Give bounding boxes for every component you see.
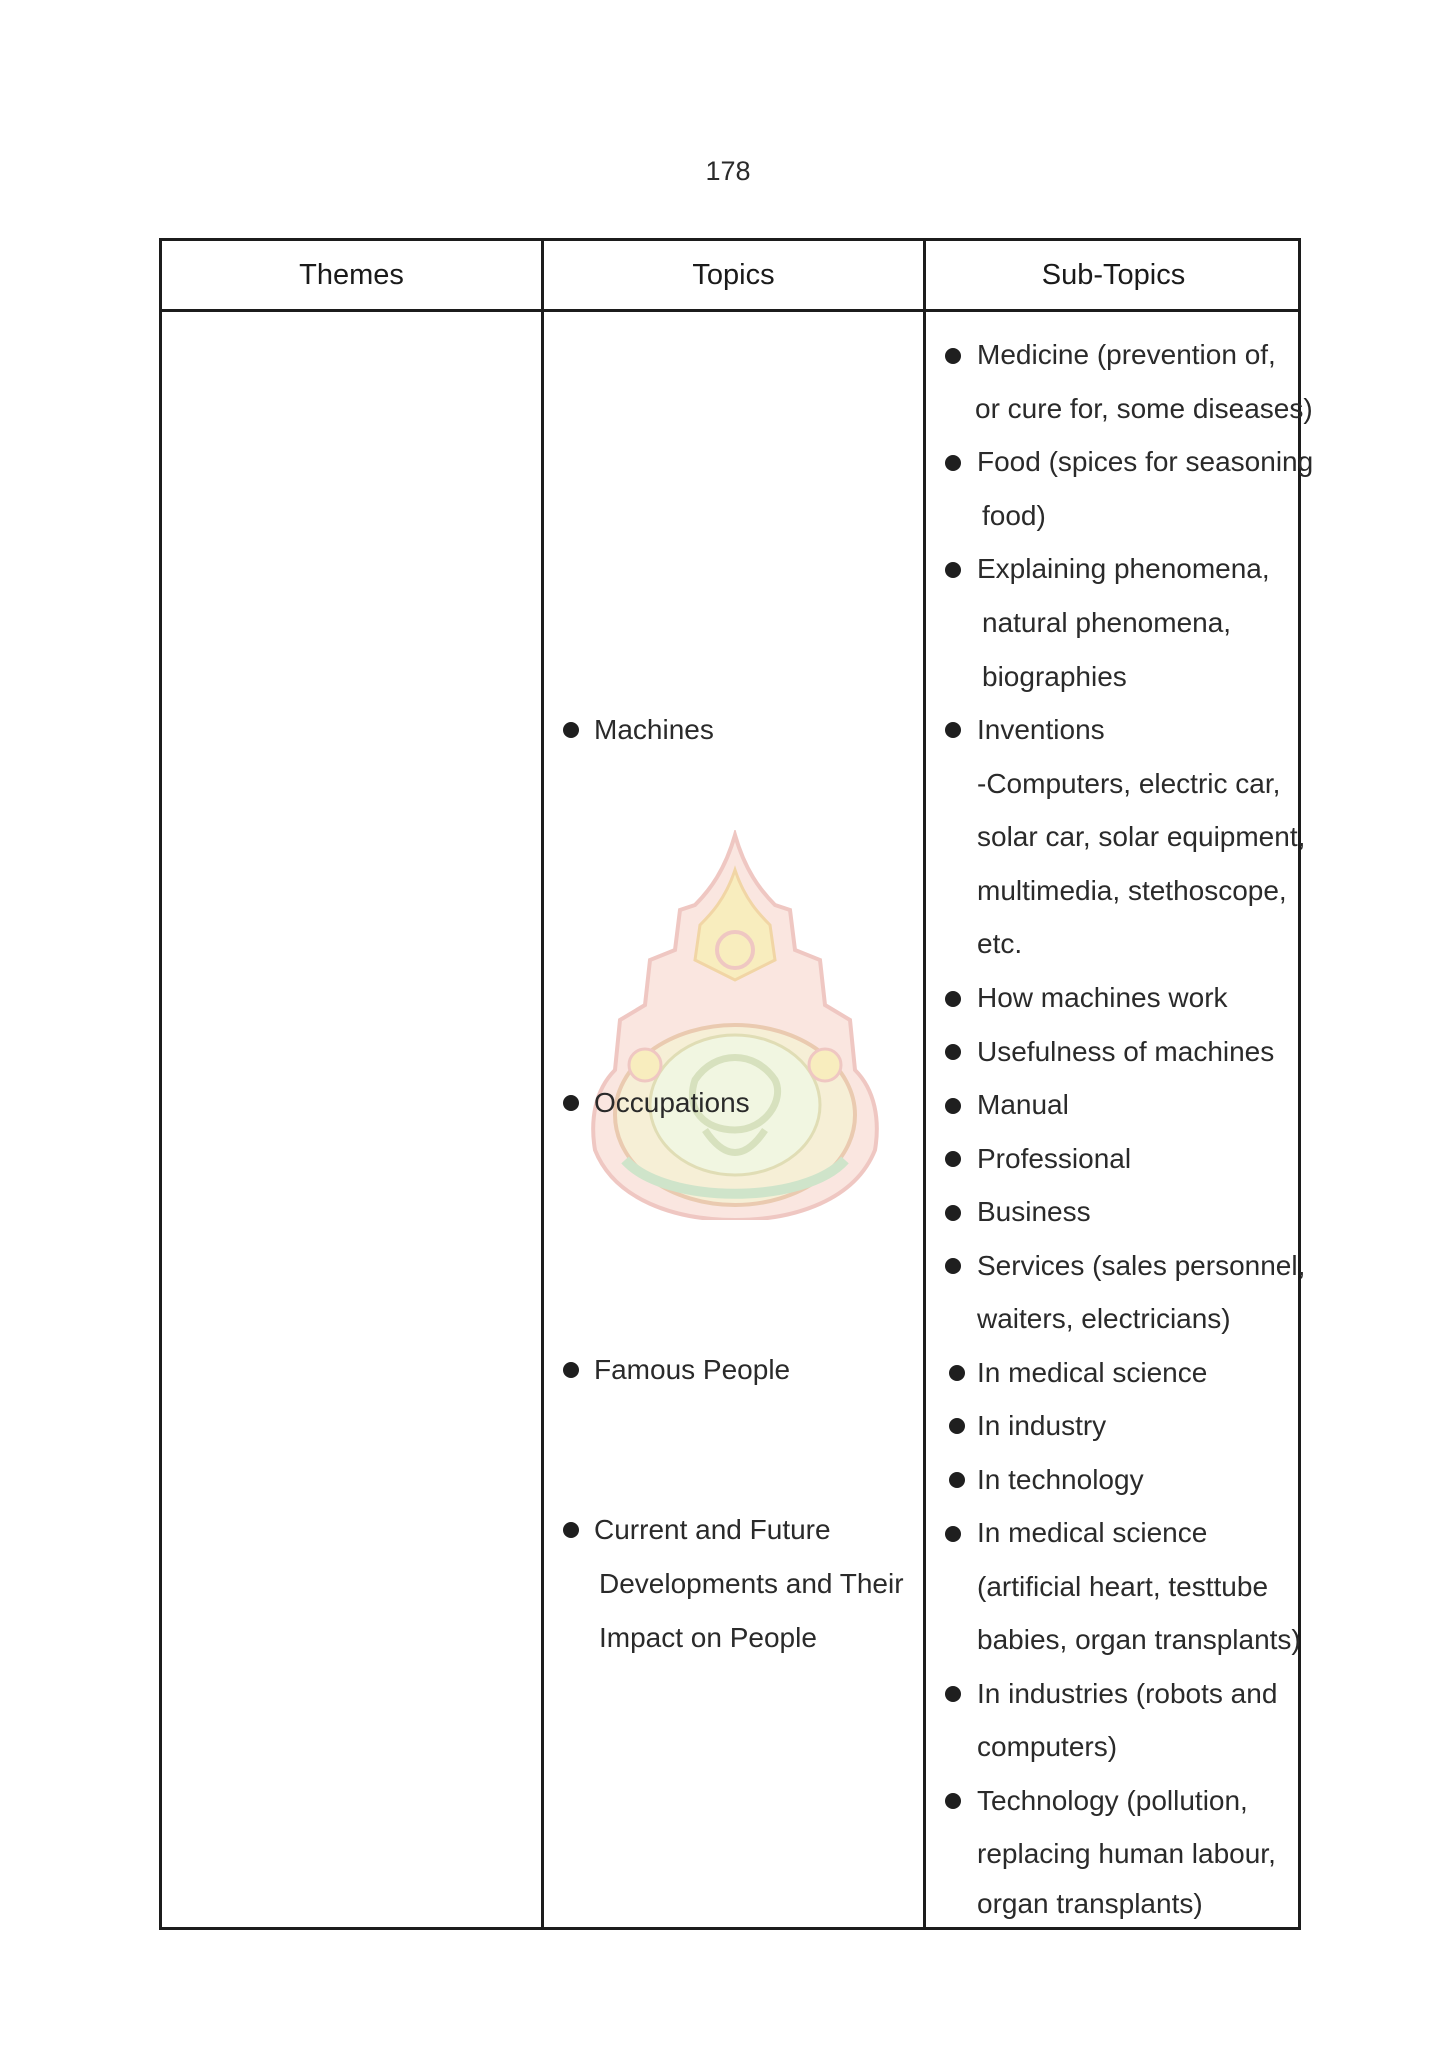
bullet-icon (949, 1365, 965, 1381)
bullet-icon (563, 1362, 579, 1378)
topic-current-future-cont: Impact on People (599, 1622, 817, 1653)
topic-occupations: Occupations (594, 1087, 750, 1118)
bullet-icon (949, 1418, 965, 1434)
topic-current-future-cont: Developments and Their (599, 1568, 904, 1599)
bullet-icon (945, 348, 961, 364)
bullet-icon (945, 455, 961, 471)
bullet-icon (563, 1095, 579, 1111)
header-themes: Themes (299, 259, 404, 291)
subtopic-dev-medical-cont: (artificial heart, testtube (977, 1571, 1269, 1602)
bullet-icon (563, 722, 579, 738)
subtopic-dev-medical-cont: babies, organ transplants) (977, 1624, 1301, 1655)
subtopic-explaining: Explaining phenomena, (977, 553, 1270, 584)
topic-famous-people: Famous People (594, 1354, 791, 1385)
subtopic-inventions-cont: solar car, solar equipment, (977, 821, 1306, 852)
subtopic-dev-technology-cont: organ transplants) (977, 1888, 1203, 1919)
subtopic-dev-technology: Technology (pollution, (977, 1785, 1248, 1816)
subtopic-inventions-cont: -Computers, electric car, (977, 768, 1281, 799)
subtopic-dev-industries: In industries (robots and (977, 1678, 1278, 1709)
subtopic-medicine: Medicine (prevention of, (977, 339, 1276, 370)
subtopic-famous-industry: In industry (977, 1410, 1107, 1441)
subtopic-inventions-cont: etc. (977, 928, 1023, 959)
header-topics: Topics (692, 259, 775, 291)
header-subtopics: Sub-Topics (1041, 259, 1186, 291)
bullet-icon (945, 1258, 961, 1274)
column-divider (923, 241, 926, 1927)
subtopic-inventions-cont: multimedia, stethoscope, (977, 875, 1287, 906)
bullet-icon (945, 1098, 961, 1114)
page-number: 178 (705, 156, 751, 186)
subtopic-explaining-cont: natural phenomena, (982, 607, 1232, 638)
subtopic-business: Business (977, 1196, 1091, 1227)
themes-topics-table (159, 238, 1314, 1930)
bullet-icon (945, 991, 961, 1007)
bullet-icon (945, 1686, 961, 1702)
subtopic-dev-industries-cont: computers) (977, 1731, 1118, 1762)
bullet-icon (945, 1044, 961, 1060)
subtopic-dev-technology-cont: replacing human labour, (977, 1838, 1276, 1869)
bullet-icon (949, 1472, 965, 1488)
subtopic-usefulness: Usefulness of machines (977, 1036, 1275, 1067)
subtopic-explaining-cont: biographies (982, 661, 1127, 692)
column-divider (541, 241, 544, 1927)
bullet-icon (945, 1151, 961, 1167)
bullet-icon (945, 722, 961, 738)
subtopic-dev-medical: In medical science (977, 1517, 1208, 1548)
topic-current-future: Current and Future (594, 1514, 831, 1545)
subtopic-inventions: Inventions (977, 714, 1105, 745)
subtopic-professional: Professional (977, 1143, 1132, 1174)
subtopic-famous-technology: In technology (977, 1464, 1144, 1495)
header-divider (162, 309, 1298, 312)
topic-machines: Machines (594, 714, 714, 745)
bullet-icon (945, 562, 961, 578)
bullet-icon (945, 1526, 961, 1542)
subtopic-food-cont: food) (982, 500, 1046, 531)
subtopic-services: Services (sales personnel, (977, 1250, 1306, 1281)
subtopic-medicine-cont: or cure for, some diseases) (975, 393, 1313, 424)
subtopic-services-cont: waiters, electricians) (977, 1303, 1231, 1334)
subtopic-food: Food (spices for seasoning (977, 446, 1314, 477)
bullet-icon (945, 1793, 961, 1809)
bullet-icon (563, 1522, 579, 1538)
subtopic-famous-medical: In medical science (977, 1357, 1208, 1388)
subtopic-how-machines-work: How machines work (977, 982, 1228, 1013)
subtopic-manual: Manual (977, 1089, 1069, 1120)
bullet-icon (945, 1205, 961, 1221)
